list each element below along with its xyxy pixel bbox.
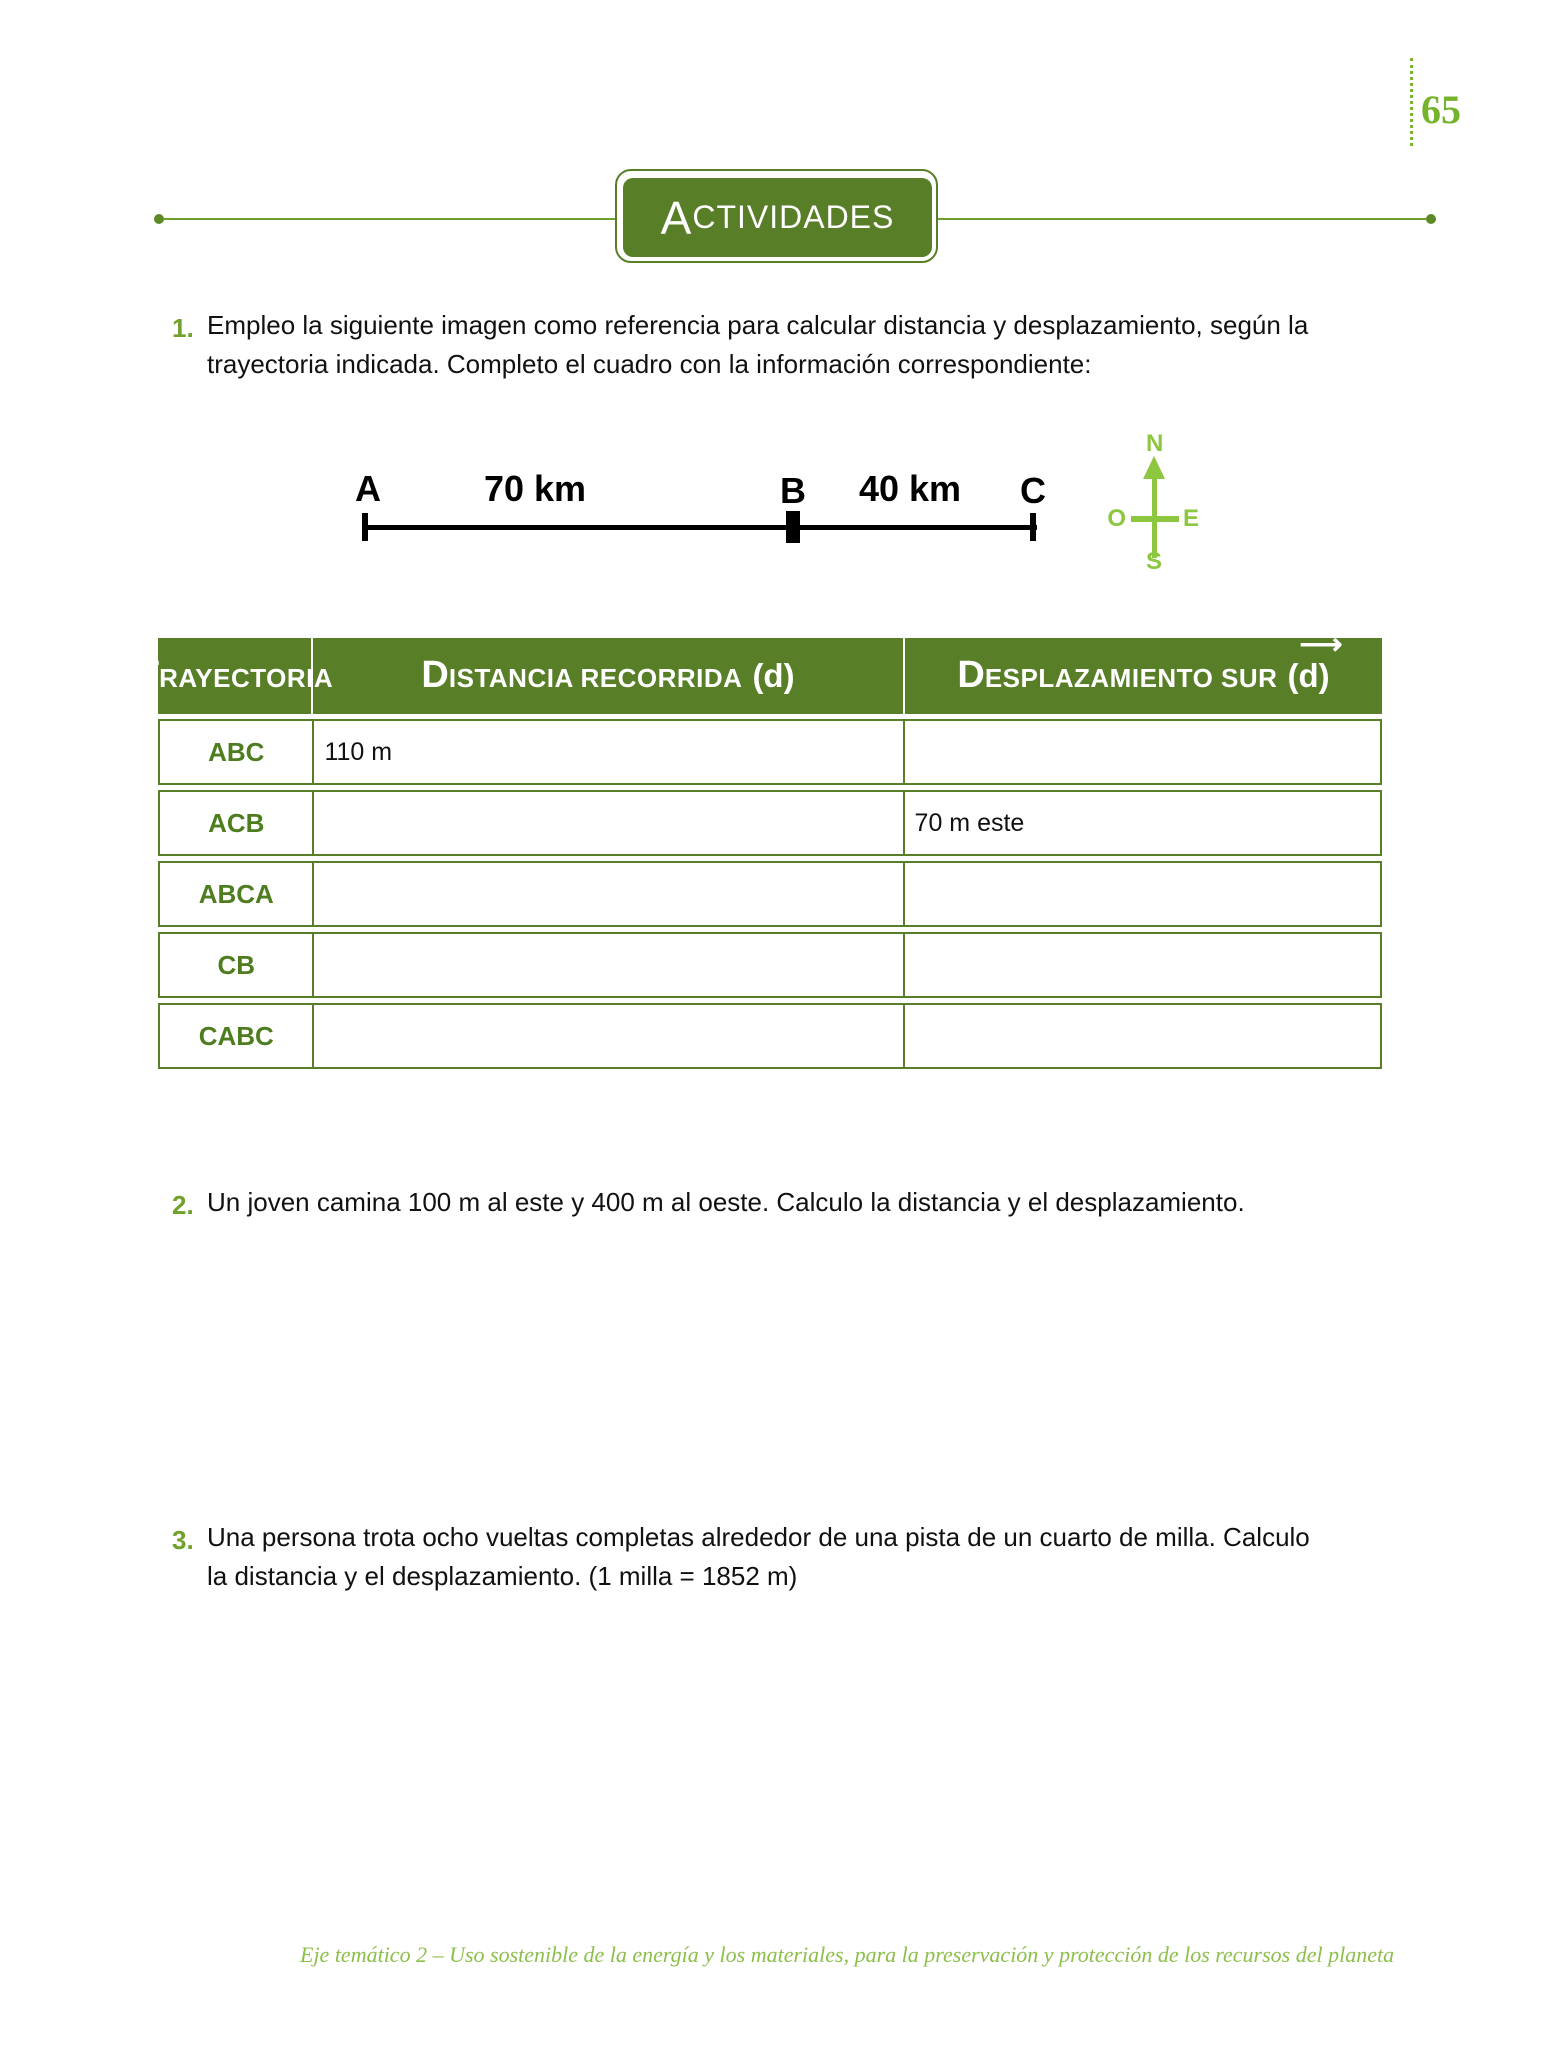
distance-bc-label: 40 km xyxy=(858,468,962,509)
results-table xyxy=(135,628,1382,1069)
table-header-desplazamiento xyxy=(905,628,1382,714)
cell-trayectoria: CABC xyxy=(160,1005,314,1067)
displacement-vector-symbol xyxy=(1287,628,1343,695)
activity-1-text xyxy=(207,306,1452,384)
table-row xyxy=(158,790,1382,856)
header-initial: D xyxy=(421,654,449,696)
tick-c xyxy=(1030,513,1036,541)
compass-west-label: O xyxy=(1107,505,1126,532)
page-number: 65 xyxy=(1421,87,1461,132)
cell-desplazamiento xyxy=(905,1005,1380,1067)
cell-desplazamiento xyxy=(905,721,1380,783)
activity-2-text xyxy=(207,1183,1452,1222)
header-rest: ISTANCIA RECORRIDA xyxy=(448,663,743,693)
cell-distancia xyxy=(314,863,904,925)
tick-b xyxy=(786,511,800,543)
activity-3-text xyxy=(207,1518,1452,1596)
banner-title-initial: A xyxy=(660,191,693,244)
table-row xyxy=(158,719,1382,785)
activities-banner-fill xyxy=(623,178,932,257)
header-rest: ESPLAZAMIENTO SUR xyxy=(984,663,1278,693)
activity-3-line-2: la distancia y el desplazamiento. (1 milla = 1852 m) xyxy=(207,1561,798,1591)
compass-crossbar xyxy=(1131,516,1179,522)
activity-2-number: 2. xyxy=(172,1190,194,1220)
point-b-label: B xyxy=(780,470,806,511)
vector-arrow-icon: ⟶ xyxy=(1299,628,1343,661)
cell-trayectoria: ACB xyxy=(160,792,314,854)
cell-desplazamiento: 70 m este xyxy=(914,808,1025,837)
activity-3-number: 3. xyxy=(172,1525,194,1555)
tick-a xyxy=(362,513,368,541)
point-c-label: C xyxy=(1020,470,1046,511)
table-row xyxy=(158,861,1382,927)
compass-east-label: E xyxy=(1183,505,1200,532)
divider-dot-left xyxy=(154,214,164,224)
header-rest: RAYECTORIA xyxy=(159,663,334,693)
activity-2-line-1: Un joven camina 100 m al este y 400 m al oeste. Calculo la distancia y el desplazamiento. xyxy=(207,1187,1245,1217)
compass-north-label: N xyxy=(1146,430,1164,457)
distance-ab-label: 70 km xyxy=(483,468,587,509)
cell-trayectoria: ABC xyxy=(160,721,314,783)
table-header-row xyxy=(135,628,1382,714)
header-initial: D xyxy=(957,654,985,696)
table-row xyxy=(158,1003,1382,1069)
page-footer: Eje temático 2 – Uso sostenible de la energía y los materiales, para la preservación y protección de los recursos del planeta xyxy=(300,1942,1395,1967)
activity-1-number: 1. xyxy=(172,313,194,343)
cell-trayectoria: CB xyxy=(160,934,314,996)
cell-distancia: 110 m xyxy=(314,721,904,783)
cell-distancia xyxy=(314,792,904,854)
activity-1-line-1: Empleo la siguiente imagen como referencia para calcular distancia y desplazamiento, según la xyxy=(207,310,1309,340)
table-header-distancia xyxy=(313,638,905,714)
table-row xyxy=(158,932,1382,998)
cell-desplazamiento xyxy=(905,934,1380,996)
header-initial: T xyxy=(135,654,160,696)
banner-title-rest: CTIVIDADES xyxy=(692,199,895,235)
cell-desplazamiento xyxy=(905,863,1380,925)
activity-1-line-2: trayectoria indicada. Completo el cuadro con la información correspondiente: xyxy=(207,349,1092,379)
compass-south-label: S xyxy=(1146,548,1163,575)
table-header-trayectoria xyxy=(135,638,334,714)
activity-3-line-1: Una persona trota ocho vueltas completas alrededor de una pista de un cuarto de milla. Calculo xyxy=(207,1522,1310,1552)
activities-banner xyxy=(615,169,938,263)
cell-distancia xyxy=(314,934,904,996)
route-segment-line xyxy=(363,525,1037,530)
divider-dot-right xyxy=(1426,214,1436,224)
point-a-label: A xyxy=(355,468,381,509)
page-number-dotted-line xyxy=(1410,58,1413,146)
cell-distancia xyxy=(314,1005,904,1067)
cell-trayectoria: ABCA xyxy=(160,863,314,925)
symbol-text: (d) xyxy=(1287,657,1330,694)
distance-symbol: (d) xyxy=(752,657,795,694)
